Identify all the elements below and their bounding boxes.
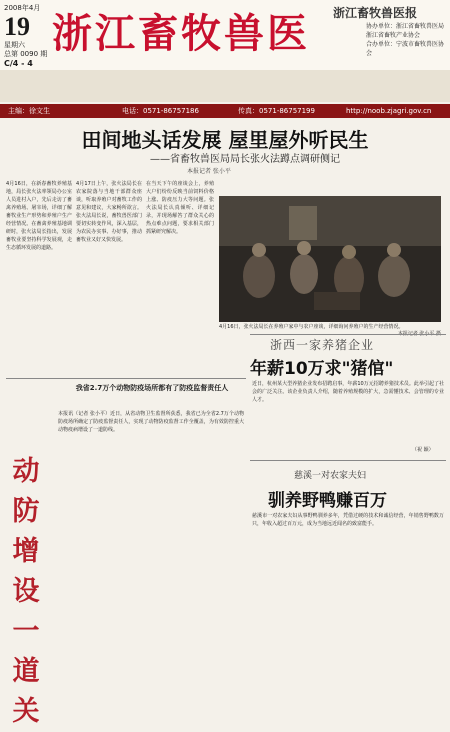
section2-body: 近日，杭州某大型养猪企业发布招聘启事，年薪10万元招聘养猪技术员。此举引起了社会的广泛关注。该企业负责人介绍，随着养殖规模的扩大，急需懂技术、会管理的专业人才。 xyxy=(252,381,444,403)
section4-headline: 驯养野鸭赚百万 xyxy=(268,491,387,511)
lead-column-1: 4月16日，在新春畜牧养殖基地，局长张火法率领局办公室人员进村入户，先后走访了畜禽养殖场、屠宰场，详细了解畜牧业生产形势和养殖户生产经营情况。在畜禽养殖基地调研时，张火法局长指出，发展畜牧业要坚持科学发展观，走生态循环发展的道路。 xyxy=(6,181,72,251)
date-label: 2008年4月 xyxy=(4,4,41,12)
weekday: 星期六 xyxy=(4,41,25,49)
lead-headline: 田间地头话发展 屋里屋外听民生 xyxy=(81,128,369,152)
newspaper-title: 浙江畜牧兽医 xyxy=(52,10,310,57)
lead-column-2: 4月17日上午，张火法局长在农家院落与当地干部群众座谈，听取养殖户对畜牧工作的意见和建议，大家畅所欲言。张火法局长说，畜牧兽医部门要切实转变作风，深入基层，为农民办实事、办好事，推动畜牧业又好又快发展。 xyxy=(76,181,142,243)
issue-number: 总第 0090 期 xyxy=(4,50,48,58)
pub-info-line: 浙江省畜牧产业协会 xyxy=(366,32,421,39)
section2-signature: （祝 颖） xyxy=(412,447,434,453)
info-bar xyxy=(0,104,450,118)
phone-label: 电话：0571-86757186 xyxy=(122,107,199,115)
vertical-title: 动防增设一道关 xyxy=(12,456,40,727)
editor-label: 主编：徐文生 xyxy=(8,107,50,115)
section3-body: 本报讯（记者 张小平）近日，从省动物卫生监督所获悉，我省已为全省2.7万个动物防疫场所确定了防疫监督责任人，实现了动物防疫监督工作全覆盖，为有效防控重大动物疫病增设了一道防线。 xyxy=(58,411,244,433)
caption-text: 4月16日，张火法局长在养殖户家中与农户座谈，详细询问养殖户的生产经营情况。 xyxy=(219,324,404,330)
masthead-band xyxy=(0,70,450,102)
lead-column-3: 在当天下午的座谈会上，养殖大户们纷纷反映当前饲料价格上涨、防疫压力大等问题。张火法局长认真倾听、详细记录，并现场解答了群众关心的热点难点问题，要求相关部门抓紧研究解决。 xyxy=(146,181,214,235)
pub-info-line: 合办单位：宁波市畜牧兽医协会 xyxy=(366,41,445,57)
publication-name: 浙江畜牧兽医报 xyxy=(333,6,418,20)
website-link[interactable]: http://noob.zjagri.gov.cn xyxy=(346,107,432,115)
divider xyxy=(250,334,446,335)
divider xyxy=(250,460,446,461)
section2-headline: 年薪10万求"猪倌" xyxy=(250,359,394,379)
pub-info-line: 协办单位：浙江省畜牧兽医局 xyxy=(366,23,445,30)
divider xyxy=(6,378,246,379)
day-number: 19 xyxy=(4,12,30,41)
date-box xyxy=(4,4,48,66)
lead-byline: 本报记者 张小平 xyxy=(187,168,231,175)
fax-label: 传真：0571-86757199 xyxy=(238,107,315,115)
section4-kicker: 慈溪一对农家夫妇 xyxy=(294,471,367,481)
section2-kicker: 浙西一家养猪企业 xyxy=(270,338,375,352)
lead-photo xyxy=(219,196,441,322)
lead-subhead: ——省畜牧兽医局局长张火法蹲点调研侧记 xyxy=(150,154,340,165)
publication-info xyxy=(366,22,448,58)
section3-headline: 我省2.7万个动物防疫场所都有了防疫监督责任人 xyxy=(75,384,229,392)
section4-body: 慈溪市一对农家夫妇从事野鸭驯养多年，凭借过硬的技术和诚信经营，年销售野鸭数万只，年收入超过百万元，成为当地远近闻名的致富能手。 xyxy=(252,513,444,527)
page-code: C/4 - 4 xyxy=(4,59,33,68)
